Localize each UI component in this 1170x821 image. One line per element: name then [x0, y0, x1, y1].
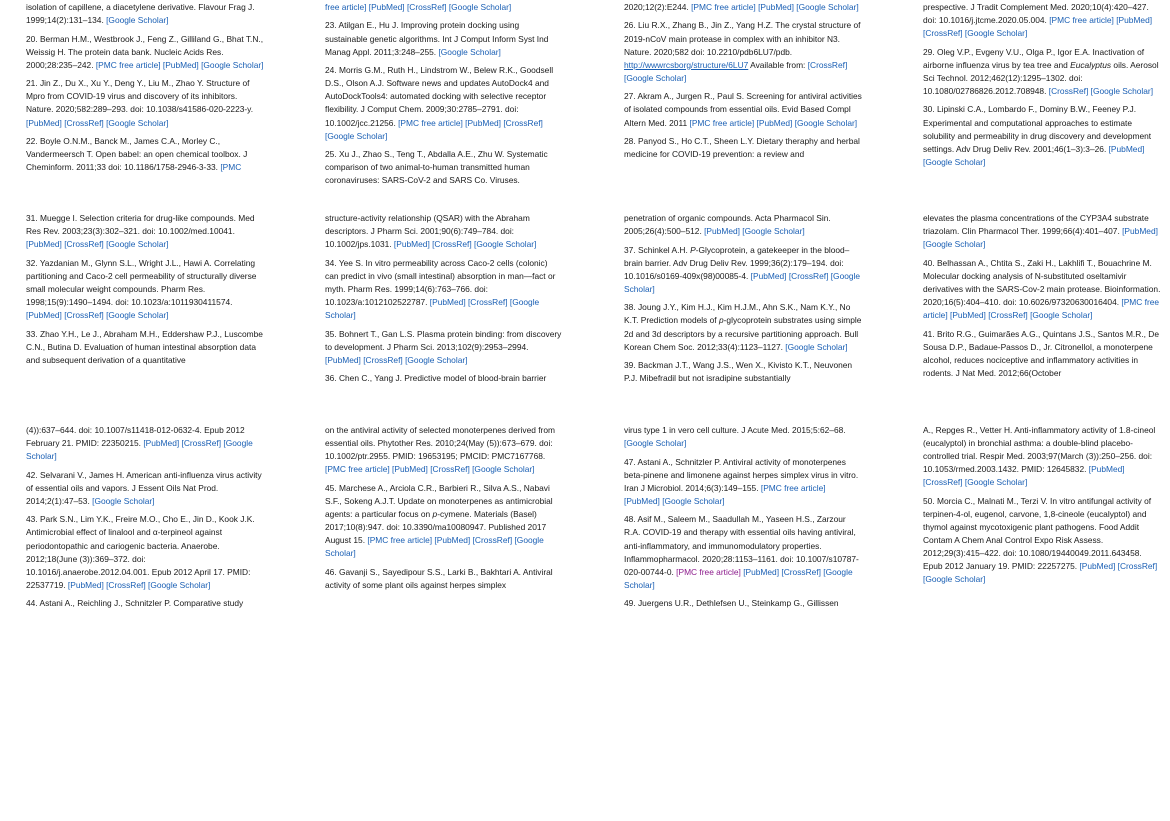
reference-entry	[325, 148, 563, 187]
pubmed-link[interactable]: [PubMed]	[743, 566, 780, 577]
google-scholar-link[interactable]: [Google Scholar]	[923, 574, 986, 585]
reference-entry	[624, 597, 862, 610]
reference-text: 2020;12(2):E244.	[624, 2, 692, 12]
pubmed-link[interactable]: [PubMed]	[950, 310, 986, 321]
pmc-free-article-link[interactable]: [PMC free article]	[95, 59, 161, 70]
reference-text: 32. Yazdanian M., Glynn S.L., Wright J.L., Hawi A. Correlating partitioning and Caco-2 cell permeability of structurally diverse small molecular weight compounds. Pharm Res. 1998;15(9):1490–1494. doi: 10.1023/a:1011930411574.	[26, 257, 257, 307]
reference-text: 41. Brito R.G., Guimarães A.G., Quintans J.S., Santos M.R., De Sousa D.P., Badaue-Passos D., Jr. Citronellol, a monoterpene alcohol, reduces nociceptive and inflammatory activities in rodents. J Nat Med. 2012;66(October	[923, 328, 1159, 378]
reference-text: (4)):637–644. doi: 10.1007/s11418-012-0632-4. Epub 2012 February 21. PMID: 22350215.	[26, 425, 245, 449]
pmc-free-article-link[interactable]: [PMC free article]	[325, 464, 390, 475]
google-scholar-link[interactable]: [Google Scholar]	[923, 239, 986, 250]
reference-text: -Glycoprotein, a gatekeeper in the blood–brain barrier. Adv Drug Deliv Rev. 1999;36(2):179–194. doi: 10.1016/s0169-409x(98)00085-4.	[624, 244, 850, 281]
reference-entry	[26, 33, 264, 72]
italic-text: P	[690, 244, 696, 255]
reference-text: 40. Belhassan A., Chtita S., Zaki H., Lakhlifi T., Bouachrine M. Molecular docking analysis of N-substituted oseltamivir derivatives with the SARS-Cov-2 main protease. Bioinformation. 2020;16(5):404–410. doi: 10.6026/97320630016404.	[923, 257, 1161, 307]
reference-text: -glycoprotein substrates using simple 2d and 3d descriptors by a recursive partitioning approach. Bull Korean Chem Soc. 2012;33(4):1123–1127.	[624, 315, 862, 352]
pubmed-link[interactable]: [PubMed]	[704, 226, 740, 237]
crossref-link[interactable]: [CrossRef]	[64, 117, 104, 128]
google-scholar-link[interactable]: [Google Scholar]	[624, 438, 687, 449]
reference-text: 26. Liu R.X., Zhang B., Jin Z., Yang H.Z. The crystal structure of 2019-nCoV main protease in complex with an inhibitor N3. Nature. 2020;582 doi: 10.2210/pdb6LU7/pdb.	[624, 20, 861, 57]
crossref-link[interactable]: [CrossRef]	[467, 296, 508, 307]
pmc-free-article-link[interactable]: [PMC free article]	[689, 117, 755, 128]
reference-entry	[325, 328, 563, 367]
reference-entry	[26, 257, 264, 322]
reference-text: isolation of capillene, a diacetylene derivative. Flavour Frag J. 1999;14(2):131–134.	[26, 2, 255, 26]
reference-text: 42. Selvarani V., James H. American anti-influenza virus activity of essential oils and vapors. J Essent Oils Nat Prod. 2014;2(1):47–53.	[26, 469, 262, 506]
reference-text: on the antiviral activity of selected monoterpenes derived from essential oils. Phytother Res. 2010;24(May (5)):673–679. doi: 10.1002/ptr.2955. PMID: 19653195; PMCID: PMC7167768.	[325, 425, 555, 462]
pubmed-link[interactable]: [PubMed]	[325, 354, 361, 365]
reference-column	[26, 212, 264, 372]
crossref-link[interactable]: [CrossRef]	[1048, 85, 1089, 96]
google-scholar-link[interactable]: [Google Scholar]	[796, 2, 859, 12]
pubmed-link[interactable]: [PubMed]	[756, 117, 793, 128]
reference-entry	[26, 513, 264, 592]
italic-text: p	[432, 508, 438, 519]
reference-text: 46. Gavanji S., Sayedipour S.S., Larki B., Bakhtari A. Antiviral activity of some plant oils against herpes simplex	[325, 566, 553, 590]
reference-text: 29. Oleg V.P., Evgeny V.U., Olga P., Igor E.A. Inactivation of airborne influenza virus by tea tree and	[923, 46, 1145, 70]
reference-column	[923, 1, 1161, 174]
reference-text: 43. Park S.N., Lim Y.K., Freire M.O., Cho E., Jin D., Kook J.K. Antimicrobial effect of linalool and α-terpineol against periodontopathic and cariogenic bacteria. Anaerobe. 2012;18(June (3)):369–372. doi: 10.1016/j.anaerobe.2012.04.001. Epub 2012 April 17. PMID: 22537719.	[26, 514, 255, 590]
google-scholar-link[interactable]: [Google Scholar]	[448, 2, 512, 12]
reference-text: 20. Berman H.M., Westbrook J., Feng Z., Gilliland G., Bhat T.N., Weissig H. The protein data bank. Nucleic Acids Res. 2000;28:235–242.	[26, 33, 264, 70]
italic-text: Eucalyptus	[1070, 59, 1112, 70]
crossref-link[interactable]: [CrossRef]	[807, 59, 848, 70]
pmc-free-article-link[interactable]: [PMC free article]	[691, 2, 756, 12]
crossref-link[interactable]: [CrossRef]	[64, 239, 104, 250]
pubmed-link[interactable]: [PubMed]	[67, 579, 104, 590]
google-scholar-link[interactable]: [Google Scholar]	[923, 156, 986, 167]
reference-entry	[26, 597, 264, 610]
reference-band-1	[0, 1, 1170, 201]
reference-column	[923, 212, 1161, 385]
reference-text: 22. Boyle O.N.M., Banck M., James C.A., Morley C., Vandermeersch T. Open babel: an open chemical toolbox. J Cheminform. 2011;33 doi: 10.1186/1758-2946-3-33.	[26, 136, 248, 173]
google-scholar-link[interactable]: [Google Scholar]	[148, 579, 211, 590]
crossref-link[interactable]: [CrossRef]	[503, 117, 543, 128]
reference-text: 30. Lipinski C.A., Lombardo F., Dominy B.W., Feeney P.J. Experimental and computational approaches to estimate solubility and permeability in drug discovery and development settings. Adv Drug Deliv Rev. 2001;46(1–3):3–26.	[923, 104, 1152, 154]
crossref-link[interactable]: [CrossRef]	[1117, 561, 1158, 572]
reference-text: 25. Xu J., Zhao S., Teng T., Abdalla A.E., Zhu W. Systematic comparison of two animal-to-human transmitted human coronaviruses: SARS-CoV-2 and SARS Co. Viruses.	[325, 149, 548, 186]
reference-entry	[26, 469, 264, 508]
reference-entry	[923, 495, 1161, 587]
pubmed-link[interactable]: [PubMed]	[758, 2, 794, 12]
reference-text: virus type 1 in vero cell culture. J Acute Med. 2015;5:62–68.	[624, 425, 846, 435]
reference-text: 36. Chen C., Yang J. Predictive model of blood-brain barrier	[325, 373, 547, 384]
pubmed-link[interactable]: [PubMed]	[143, 438, 180, 449]
google-scholar-link[interactable]: [Google Scholar]	[964, 477, 1028, 488]
pubmed-link[interactable]: [PubMed]	[1108, 143, 1145, 154]
google-scholar-link[interactable]: [Google Scholar]	[26, 438, 253, 462]
google-scholar-link[interactable]: [Google Scholar]	[1030, 310, 1093, 321]
reference-column	[26, 1, 264, 180]
reference-entry	[325, 212, 563, 251]
reference-band-2	[0, 212, 1170, 412]
reference-text: prespective. J Tradit Complement Med. 2020;10(4):420–427. doi: 10.1016/j.jtcme.2020.05.004.	[923, 2, 1149, 26]
pmc-free-article-link[interactable]: [PMC free article]	[676, 566, 741, 577]
reference-entry	[26, 1, 264, 27]
reference-entry	[325, 424, 563, 476]
pubmed-link[interactable]: [PubMed]	[1116, 15, 1153, 26]
crossref-link[interactable]: [CrossRef]	[923, 28, 963, 39]
crossref-link[interactable]: [CrossRef]	[363, 354, 403, 365]
google-scholar-link[interactable]: [Google Scholar]	[405, 354, 468, 365]
google-scholar-link[interactable]: [Google Scholar]	[325, 535, 544, 559]
google-scholar-link[interactable]: [Google Scholar]	[438, 46, 501, 57]
pmc-link[interactable]: [PMC	[220, 162, 242, 173]
reference-text: 45. Marchese A., Arciola C.R., Barbieri R., Silva A.S., Nabavi S.F., Sokeng A.J.T. Update on monoterpenes as antimicrobial agents: a particular focus on	[325, 482, 553, 519]
google-scholar-link[interactable]: [Google Scholar]	[325, 296, 540, 321]
google-scholar-link[interactable]: [Google Scholar]	[964, 28, 1028, 39]
reference-entry	[624, 135, 862, 161]
google-scholar-link[interactable]: [Google Scholar]	[624, 270, 861, 294]
reference-entry	[26, 212, 264, 251]
reference-entry	[923, 46, 1161, 98]
reference-column	[325, 1, 563, 193]
crossref-link[interactable]: [CrossRef]	[64, 310, 104, 321]
crossref-link[interactable]: [CrossRef]	[923, 477, 963, 488]
reference-entry	[923, 424, 1161, 489]
reference-text: 33. Zhao Y.H., Le J., Abraham M.H., Eddershaw P.J., Luscombe C.N., Butina D. Evaluation of human intestinal absorption data and subsequent derivation of a quantitative	[26, 328, 263, 365]
google-scholar-link[interactable]: [Google Scholar]	[92, 495, 155, 506]
pubmed-link[interactable]: [PubMed]	[750, 270, 787, 281]
reference-text: 35. Bohnert T., Gan L.S. Plasma protein binding: from discovery to development. J Pharm Sci. 2013;102(9):2953–2994.	[325, 328, 562, 352]
reference-column	[624, 212, 862, 391]
google-scholar-link[interactable]: [Google Scholar]	[106, 310, 169, 321]
pubmed-link[interactable]: [PubMed]	[26, 239, 62, 250]
crossref-link[interactable]: [CrossRef]	[472, 535, 513, 546]
reference-entry	[325, 372, 563, 385]
google-scholar-link[interactable]: [Google Scholar]	[201, 59, 264, 70]
reference-entry	[624, 424, 862, 450]
pubmed-link[interactable]: [PubMed]	[162, 59, 199, 70]
reference-text: 47. Astani A., Schnitzler P. Antiviral activity of monoterpenes beta-pinene and limonene against herpes simplex virus in vitro. Iran J Microbiol. 2014;6(3):149–155.	[624, 456, 859, 493]
reference-column	[624, 424, 862, 616]
crossref-link[interactable]: [CrossRef]	[106, 579, 146, 590]
reference-entry	[325, 257, 563, 322]
pubmed-link[interactable]: [PubMed]	[26, 117, 62, 128]
reference-text: elevates the plasma concentrations of the CYP3A4 substrate triazolam. Clin Pharmacol Ther. 1999;66(4):401–407.	[923, 213, 1149, 237]
reference-text: 39. Backman J.T., Wang J.S., Wen X., Kivisto K.T., Neuvonen P.J. Mibefradil but not isradipine substantially	[624, 360, 853, 384]
pmc-free-article-link[interactable]: [PMC free article]	[923, 296, 1160, 321]
reference-text: 21. Jin Z., Du X., Xu Y., Deng Y., Liu M., Zhao Y. Structure of Mpro from COVID-19 virus and discovery of its inhibitors. Nature. 2020;582:289–293. doi: 10.1038/s41586-020-2223-y.	[26, 78, 254, 115]
reference-entry	[26, 328, 264, 367]
crossref-link[interactable]: [CrossRef]	[432, 239, 472, 250]
reference-entry	[325, 64, 563, 143]
crossref-link[interactable]: [CrossRef]	[781, 566, 821, 577]
reference-entry	[923, 257, 1161, 322]
reference-entry	[624, 456, 862, 508]
reference-column	[26, 424, 264, 616]
pubmed-link[interactable]: [PubMed]	[368, 2, 405, 12]
reference-entry	[26, 77, 264, 129]
reference-entry	[26, 135, 264, 174]
reference-column	[325, 212, 563, 391]
reference-column	[923, 424, 1161, 592]
crossref-link[interactable]: [CrossRef]	[788, 270, 829, 281]
reference-entry	[325, 19, 563, 58]
reference-text: -cymene. Materials (Basel) 2017;10(8):947. doi: 10.3390/ma10080947. Published 2017 August 15.	[325, 508, 547, 546]
reference-text: 50. Morcia C., Malnati M., Terzi V. In vitro antifungal activity of terpinen-4-ol, eugenol, carvone, 1,8-cineole (eucalyptol) and thymol against mycotoxigenic plant pathogens. Food Addit Contam A Chem Anal Control Expo Risk Assess. 2012;29(3):415–422. doi: 10.1080/19440049.2011.643458. Epub 2012 January 19. PMID: 22257275.	[923, 495, 1152, 572]
google-scholar-link[interactable]: [Google Scholar]	[624, 566, 853, 590]
crossref-link[interactable]: [CrossRef]	[430, 464, 470, 475]
google-scholar-link[interactable]: [Google Scholar]	[1090, 85, 1154, 96]
reference-text: 27. Akram A., Jurgen R., Paul S. Screening for antiviral activities of isolated compounds from essential oils. Evid Based Compl Altern Med. 2011	[624, 91, 862, 128]
reference-entry	[624, 90, 862, 129]
reference-entry	[325, 566, 563, 592]
reference-text: 37. Schinkel A.H.	[624, 244, 691, 255]
reference-text: 28. Panyod S., Ho C.T., Sheen L.Y. Dietary theraphy and herbal medicine for COVID-19 prevention: a review and	[624, 136, 860, 160]
reference-text: Available from:	[748, 59, 808, 70]
google-scholar-link[interactable]: [Google Scholar]	[106, 117, 169, 128]
crossref-link[interactable]: [CrossRef]	[181, 438, 222, 449]
pubmed-link[interactable]: [PubMed]	[392, 464, 428, 475]
reference-entry	[325, 1, 563, 14]
pubmed-link[interactable]: [PubMed]	[429, 296, 466, 307]
reference-text: 49. Juergens U.R., Dethlefsen U., Steinkamp G., Gillissen	[624, 598, 839, 609]
reference-text: structure-activity relationship (QSAR) with the Abraham descriptors. J Pharm Sci. 2001;90(6):749–784. doi: 10.1002/jps.1031.	[325, 213, 530, 250]
reference-text: 24. Morris G.M., Ruth H., Lindstrom W., Belew R.K., Goodsell D.S., Olson A.J. Software news and updates AutoDock4 and AutoDockTools4: automated docking with selective receptor flexibility. J Comput Chem. 2009;30:2785–2791. doi: 10.1002/jcc.21256.	[325, 65, 554, 128]
google-scholar-link[interactable]: [Google Scholar]	[474, 239, 537, 250]
google-scholar-link[interactable]: [Google Scholar]	[794, 117, 858, 128]
reference-text: A., Repges R., Vetter H. Anti-inflammatory activity of 1.8-cineol (eucalyptol) in bronchial asthma: a double-blind placebo-controlled trial. Respir Med. 2003;97(March (3)):250–256. doi: 10.1053/rmed.2003.1432. PMID: 12645832.	[923, 425, 1156, 475]
reference-entry	[624, 19, 862, 84]
reference-entry	[26, 424, 264, 463]
pubmed-link[interactable]: [PubMed]	[624, 495, 660, 506]
google-scholar-link[interactable]: [Google Scholar]	[742, 226, 805, 237]
pmc-free-article-link[interactable]: [PMC free article]	[398, 117, 463, 128]
reference-text: 48. Asif M., Saleem M., Saadullah M., Yaseen H.S., Zarzour R.A. COVID-19 and therapy with essential oils having antiviral, anti-inflammatory, and immunomodulatory properties. Inflammopharmacol. 2020;28:1153–1161. doi: 10.1007/s10787-020-00744-0.	[624, 514, 859, 577]
italic-text: p	[718, 315, 724, 326]
reference-text: 34. Yee S. In vitro permeability across Caco-2 cells (colonic) can predict in vivo (small intestinal) absorption in man—fact or myth. Pharm Res. 1999;14(6):763–766. doi: 10.1023/a:1012102522787.	[325, 257, 556, 307]
free-article-link[interactable]: free article]	[325, 2, 367, 12]
pubmed-link[interactable]: [PubMed]	[1088, 464, 1125, 475]
pubmed-link[interactable]: [PubMed]	[1079, 561, 1116, 572]
pubmed-link[interactable]: [PubMed]	[393, 239, 430, 250]
reference-entry	[923, 103, 1161, 168]
reference-band-3	[0, 424, 1170, 624]
pmc-free-article-link[interactable]: [PMC free article]	[367, 535, 433, 546]
pubmed-link[interactable]: [PubMed]	[1122, 226, 1158, 237]
reference-entry	[325, 482, 563, 561]
reference-entry	[624, 359, 862, 385]
google-scholar-link[interactable]: [Google Scholar]	[624, 72, 687, 83]
pubmed-link[interactable]: [PubMed]	[465, 117, 501, 128]
reference-entry	[923, 212, 1161, 251]
reference-column	[325, 424, 563, 597]
reference-entry	[624, 1, 862, 14]
pmc-free-article-link[interactable]: [PMC free article]	[760, 482, 826, 493]
reference-text: 31. Muegge I. Selection criteria for drug-like compounds. Med Res Rev. 2003;23(3):302–321. doi: 10.1002/med.10041.	[26, 213, 255, 237]
reference-text: 38. Joung J.Y., Kim H.J., Kim H.J.M., Ahn S.K., Nam K.Y., No K.T. Prediction models of	[624, 302, 851, 326]
reference-entry	[624, 301, 862, 353]
google-scholar-link[interactable]: [Google Scholar]	[106, 239, 169, 250]
reference-entry	[923, 328, 1161, 380]
reference-entry	[624, 513, 862, 592]
reference-text: penetration of organic compounds. Acta Pharmacol Sin. 2005;26(4):500–512.	[624, 213, 831, 237]
pubmed-link[interactable]: [PubMed]	[26, 310, 62, 321]
reference-text: oils. Aerosol Sci Technol. 2012;462(12):1295–1302. doi: 10.1080/02786826.2012.708948.	[923, 59, 1159, 96]
reference-text: 23. Atilgan E., Hu J. Improving protein docking using sustainable genetic algorithms. Int J Comput Inform Syst Ind Manag Appl. 2011;3:248–255.	[325, 20, 549, 57]
google-scholar-link[interactable]: [Google Scholar]	[106, 15, 169, 26]
reference-column	[624, 1, 862, 167]
reference-entry	[624, 212, 862, 238]
pubmed-link[interactable]: [PubMed]	[434, 535, 471, 546]
google-scholar-link[interactable]: [Google Scholar]	[785, 341, 848, 352]
crossref-link[interactable]: [CrossRef]	[988, 310, 1028, 321]
pmc-free-article-link[interactable]: [PMC free article]	[1049, 15, 1114, 26]
reference-entry	[923, 1, 1161, 40]
reference-text: 44. Astani A., Reichling J., Schnitzler P. Comparative study	[26, 598, 244, 609]
google-scholar-link[interactable]: [Google Scholar]	[325, 130, 388, 141]
http-wwwrcsborg-structure-6lu7-link[interactable]: http://wwwrcsborg/structure/6LU7	[624, 59, 749, 70]
reference-entry	[624, 244, 862, 296]
google-scholar-link[interactable]: [Google Scholar]	[472, 464, 535, 475]
crossref-link[interactable]: [CrossRef]	[406, 2, 447, 12]
google-scholar-link[interactable]: [Google Scholar]	[662, 495, 725, 506]
